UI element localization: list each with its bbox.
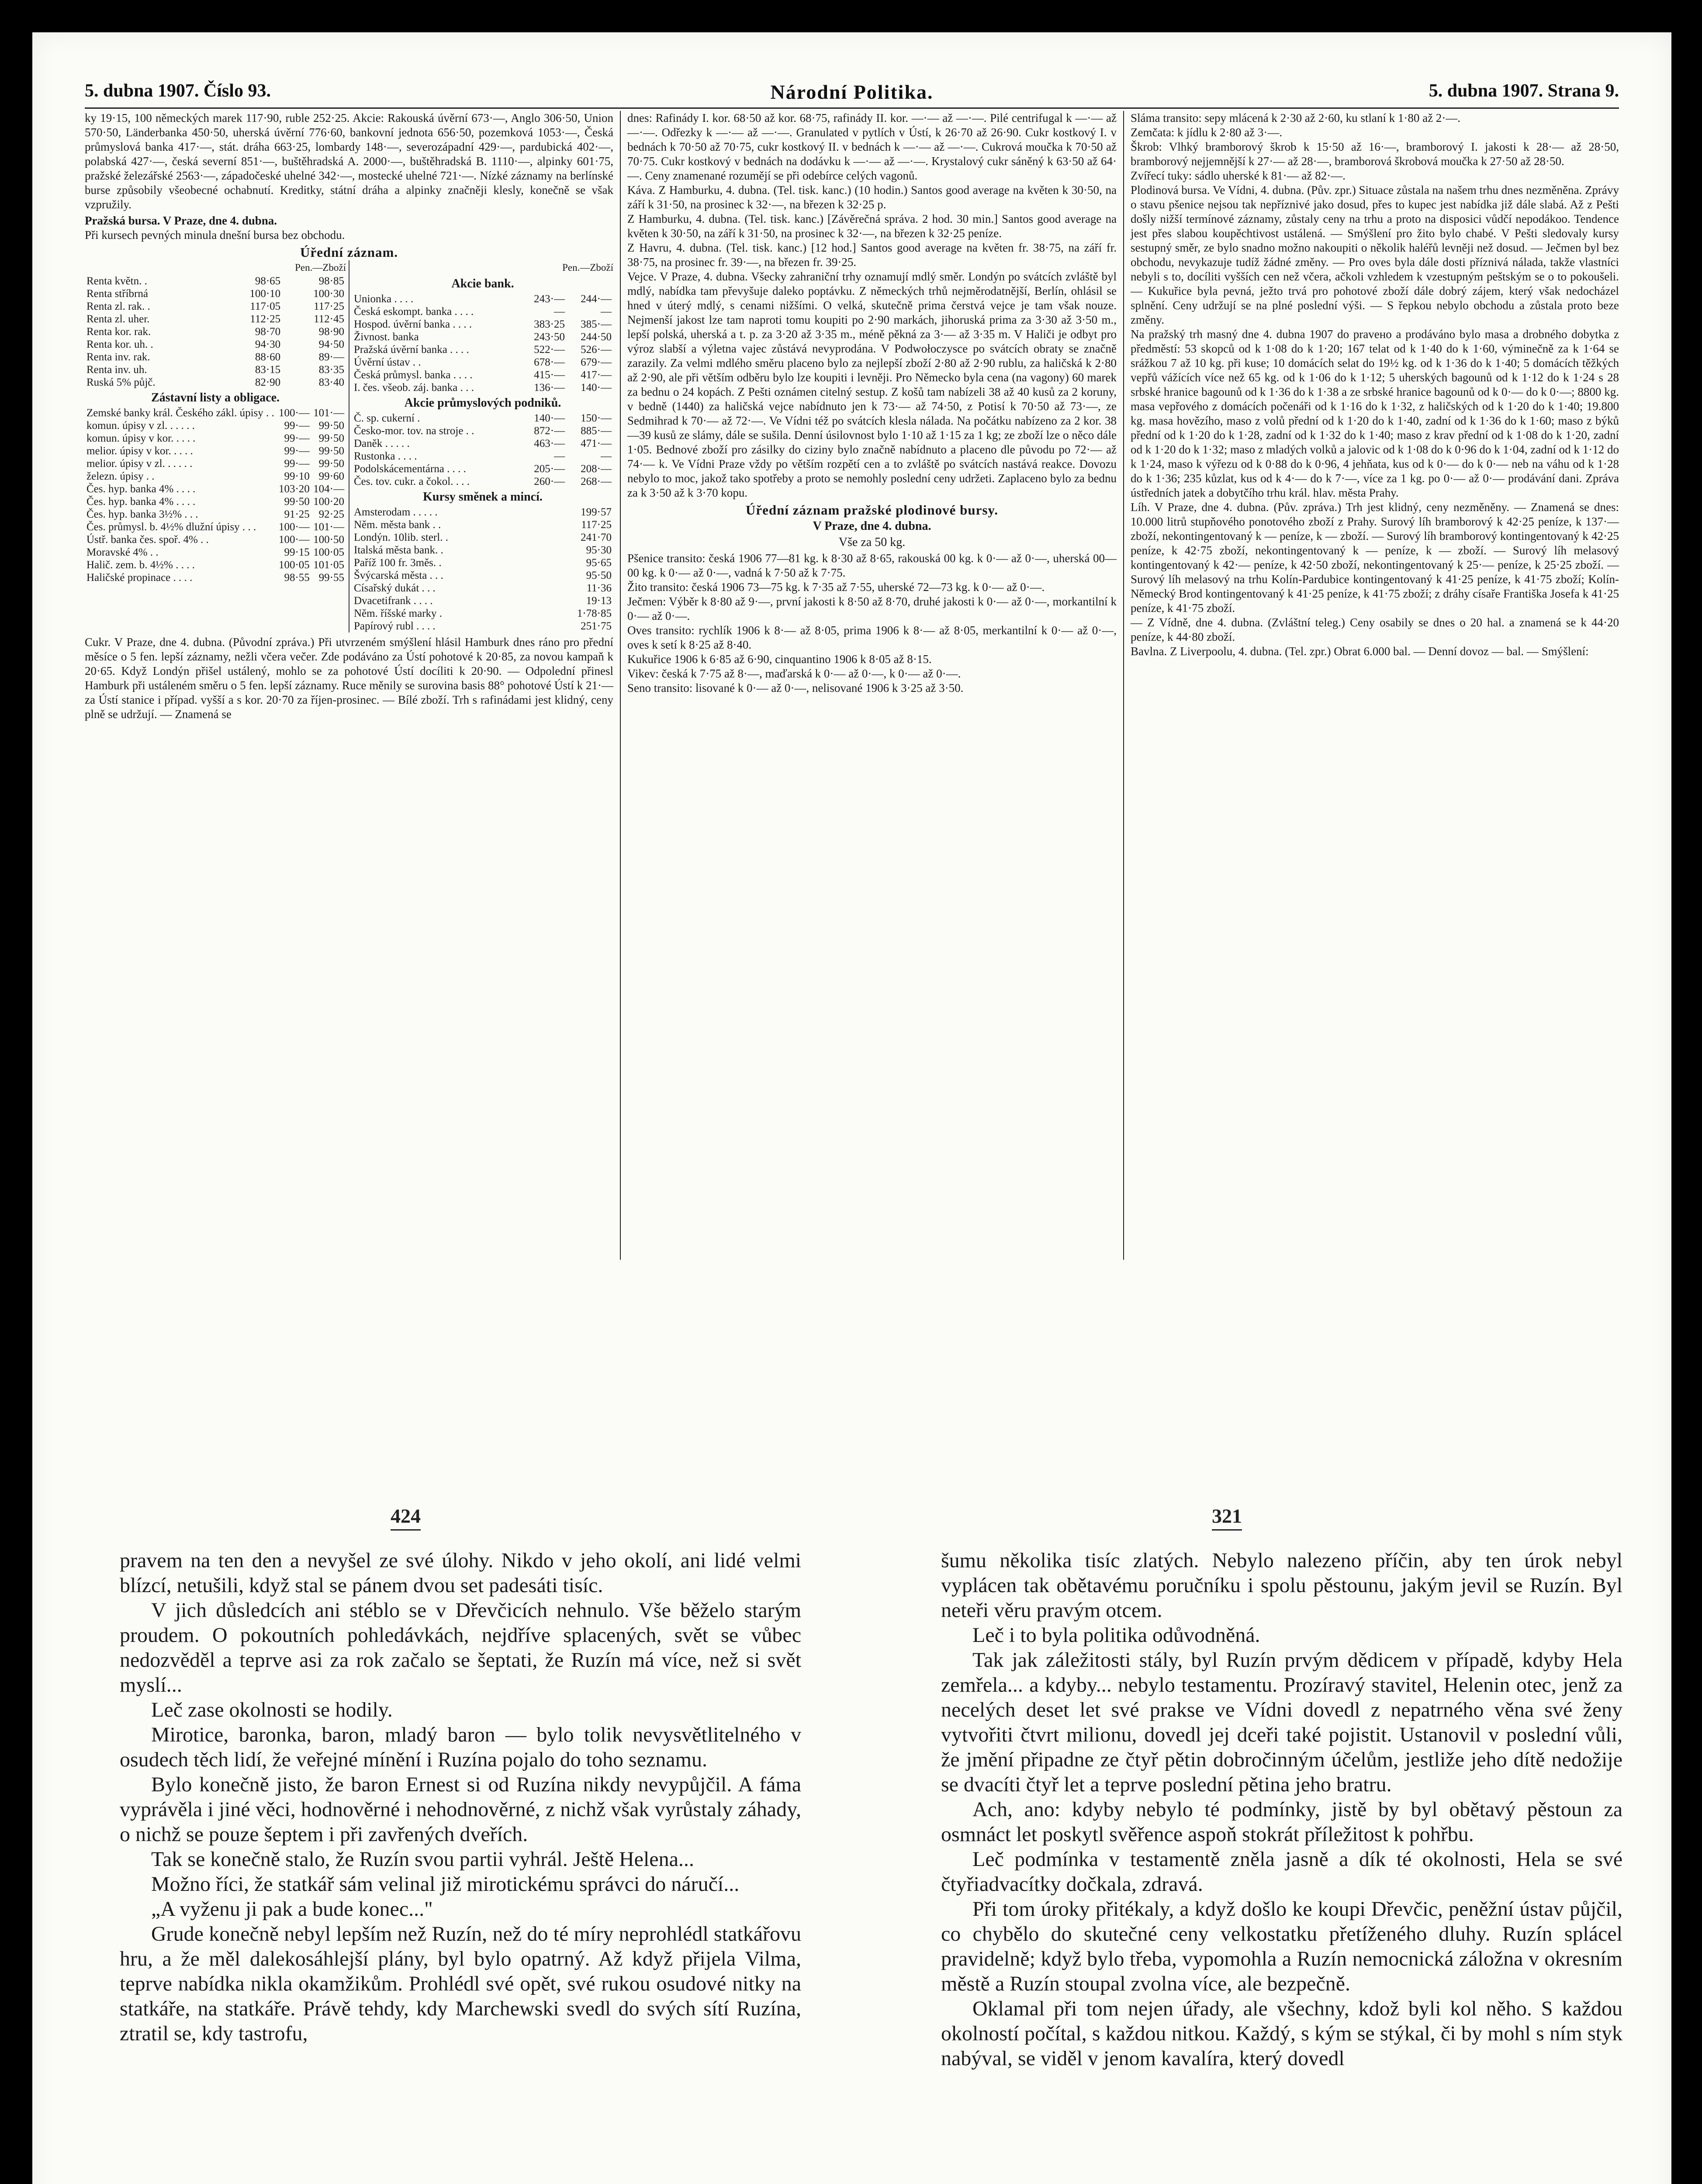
quote-label: Renta kor. uh. . (86, 339, 153, 350)
prum-table (352, 412, 613, 488)
akcie-heading: Akcie bank. (451, 277, 514, 290)
quote-value: 463·— (534, 438, 565, 449)
seno-line: Seno transito: lisované k 0·— až 0·—, nelisované 1906 k 3·25 až 3·50. (627, 681, 964, 695)
psenice-line: Pšenice transito: česká 1906 77—81 kg. k 8·30 až 8·65, rakouská 00 kg. k 0·— až 0·—, uherská 00—00 kg. k 0·— až 0·—, vadná k 7·50 až k 7·75. (627, 552, 1117, 579)
quote-value: 92·25 (318, 508, 344, 520)
quote-value: 103·20 (278, 483, 310, 495)
quote-label: Papírový rubl . . . . (354, 620, 436, 632)
kava-report-1: Káva. Z Hamburku, 4. dubna. (Tel. tisk. kanc.) (10 hodin.) Santos good average na květen k 30·50, na září k 31·50, na prosinec k 32·—, na březen k 32·25 p. (627, 183, 1117, 211)
quote-label: Živnost. banka (354, 331, 419, 343)
masthead (85, 80, 1619, 107)
quote-value: 100·10 (249, 288, 281, 300)
zastavni-row (85, 419, 346, 432)
prum-row (352, 463, 613, 475)
quote-label: Česko-mor. tov. na stroje . . (354, 425, 474, 437)
renta-row (85, 363, 346, 376)
kukurice-line: Kukuřice 1906 k 6·85 až 6·90, cinquantino 1906 k 8·05 až 8·15. (627, 653, 932, 666)
quotes-right (349, 260, 613, 632)
oves-line: Oves transito: rychlík 1906 k 8·— až 8·05, prima 1906 k 8·— až 8·05, merkantilní k 0·— až 0·—, oves k setí k 8·25 až 8·40. (627, 624, 1117, 651)
quote-label: komun. úpisy v kor. . . . . (86, 432, 196, 444)
quote-value: 99·50 (318, 445, 344, 457)
quote-value: 99·55 (318, 572, 344, 584)
quote-value: 19·13 (586, 595, 612, 607)
quotes-table (85, 260, 613, 632)
quote-value: 99·— (284, 420, 310, 432)
novel-paragraph: V jich důsledcích ani stéblo se v Dřevčicích nehnulo. Vše běželo starým proudem. O pokoutních pohledávkách, nejdříve splacených, svět se vůbec nedozvěděl a teprve asi za rok začalo se šeptati, že Ruzín má více, než si svět myslí... (120, 1599, 801, 1697)
quote-value: 94·50 (318, 339, 344, 350)
quote-value: 1·78·85 (577, 608, 612, 619)
quote-value: 89·— (318, 351, 344, 363)
quote-value: 99·60 (318, 470, 344, 482)
quote-label: Císařský dukát . . . (354, 582, 436, 594)
column-2 (627, 111, 1117, 695)
official-unit: Vše za 50 kg. (838, 536, 906, 549)
akcie-row (352, 305, 613, 318)
quote-label: Ruská 5% půjč. (86, 377, 156, 388)
kursy-table (352, 506, 613, 632)
akcie-row (352, 369, 613, 381)
renta-row (85, 313, 346, 325)
quote-label: Renta inv. uh. (86, 364, 147, 376)
quote-label: Něm. města bank . . (354, 519, 441, 531)
quote-value: 99·50 (318, 420, 344, 432)
bavlna-report: Bavlna. Z Liverpoolu, 4. dubna. (Tel. zpr.) Obrat 6.000 bal. — Denní dovoz — bal. — Smýšlení: (1131, 645, 1589, 658)
quote-label: Švýcarská města . . . (354, 570, 443, 581)
novel-paragraph: Leč zase okolnosti se hodily. (151, 1698, 393, 1721)
market-intro: ky 19·15, 100 německých marek 117·90, ruble 252·25. Akcie: Rakouská úvěrní 673·—, Anglo 306·50, Union 570·50, Länderbanka 450·50, uherská úvěrní 776·60, bankovní jednota 656·50, pozemková 1053·—, Česká průmyslová banka 417·—, stát. dráha 663·25, lombardy 148·—, severozápadní 429·—, pardubická 402·—, polabská 427·—, česká severní 851·—, buštěhradská A. 2000·—, buštěhradská B. 1110·—, alpinky 601·75, pražské železářské 2563·—, západočeské uhelné 342·—, mostecké uhelné 721·—. Nízké záznamy na berlínské burse způsobily všeobecné ochabnutí. Kreditky, státní dráha a alpinky značněji klesly, konečně se však vzpružily. (85, 111, 613, 211)
kursy-row (352, 556, 613, 569)
quotes-left (85, 260, 349, 632)
quote-value: 268·— (581, 476, 612, 487)
quote-value: 100·05 (313, 546, 344, 558)
kursy-row (352, 594, 613, 607)
quote-value: 82·90 (255, 377, 281, 388)
quote-value: 100·— (278, 521, 310, 533)
zastavni-row (85, 571, 346, 584)
quote-label: Haličské propinace . . . . (86, 572, 193, 584)
quote-value: 101·05 (313, 559, 344, 571)
quote-value: 679·— (581, 356, 612, 368)
quote-label: melior. úpisy v kor. . . . . (86, 445, 193, 457)
quote-value: 140·— (581, 382, 612, 394)
novel-page-number-left: 424 (391, 1504, 421, 1531)
novel-page-number-right: 321 (1212, 1504, 1242, 1531)
quote-label: Daněk . . . . . (354, 438, 410, 449)
kursy-row (352, 518, 613, 531)
quote-value: 205·— (534, 463, 565, 475)
official-heading: Úřední záznam pražské plodinové bursy. (746, 502, 998, 518)
quote-value: — (554, 450, 565, 462)
quote-value: 136·— (534, 382, 565, 394)
quote-value: 885·— (581, 425, 612, 437)
quote-value: 100·— (278, 534, 310, 546)
novel-paragraph: Tak jak záležitosti stály, byl Ruzín prvým dědicem v případě, kdyby Hela zemřela... a kdyby... nebylo testamentu. Prozíravý stavitel, Helenin otec, jenž za necelých deset let své prakse ve Vídni dovedl z nepatrného věna své ženy vytvořiti čtvrt milionu, dovedl jej dceři také pojistit. Ustanovil v poslední vůli, že jmění připadne ze čtyř pětin dobročinným účelům, jestliže jeho dítě nedožije se dvacíti čtyř let a teprve poslední pětina jeho bratru. (941, 1648, 1622, 1796)
quote-value: 150·— (581, 412, 612, 424)
quote-label: Amsterodam . . . . . (354, 506, 438, 518)
akcie-row (352, 331, 613, 343)
novel-paragraph: Oklamal při tom nejen úřady, ale všechny, kdož byli kol něho. S každou okolností počítal, s každou nitkou. Každý, s kým se stýkal, či by mohl s ním styk nabýval, se viděl v jenom kavalíra, který dovedl (941, 1997, 1622, 2070)
novel-paragraph: Tak se konečně stalo, že Ruzín svou partii vyhrál. Ještě Helena... (151, 1848, 694, 1871)
quote-label: Rustonka . . . . (354, 450, 417, 462)
jecmen-line: Ječmen: Výběr k 8·80 až 9·—, první jakosti k 8·50 až 8·70, druhé jakosti k 0·— až 0·—, morkantilní k 0·— až 0·—. (627, 595, 1117, 622)
novel-paragraph: Při tom úroky přitékaly, a když došlo ke koupi Dřevčic, peněžní ústav půjčil, co chybělo do skutečné ceny velkostatku přetíženého dluhy. Ruzín splácel pravidelně; když bylo třeba, vypomohla a Ruzín nemocnická záložna v okresním městě a Ruzín stoupal zvolna více, ale bezpečně. (941, 1897, 1622, 1995)
quote-value: 99·— (284, 432, 310, 444)
quote-value: 101·— (313, 407, 344, 419)
quote-label: Hospod. úvěrní banka . . . . (354, 318, 472, 330)
quote-label: Londýn. 10lib. sterl. . (354, 532, 448, 543)
renta-row (85, 275, 346, 287)
quote-label: Italská města bank. . (354, 544, 443, 556)
quote-value: 526·— (581, 344, 612, 356)
quote-label: Renta inv. rak. (86, 351, 150, 363)
quote-label: Halič. zem. b. 4½% . . . . (86, 559, 195, 571)
vikev-line: Vikev: česká k 7·75 až 8·—, maďarská k 0·— až 0·—, k 0·— až 0·—. (627, 667, 961, 680)
kursy-heading: Kursy směnek a mincí. (423, 490, 543, 504)
quote-value: 95·65 (586, 557, 612, 569)
quote-value: 522·— (534, 344, 565, 356)
quote-value: 98·90 (318, 326, 344, 338)
quote-value: 112·25 (250, 313, 281, 325)
novel-paragraph: Grude konečně nebyl lepším než Ruzín, než do té míry neprohlédl statkářovu hru, a že měl dalekosáhlejší plány, byl bylo opatrný. Až když přijela Vilma, teprve nabídka nikla okamžikům. Prohlédl své opět, své rukou osudové nitky na statkáře, na statkáře. Právě tehdy, kdy Marchewski svedl do svých sítí Ruzína, ztratil se, kdy tastrofu, (120, 1922, 801, 2045)
novel-left-column (120, 1548, 801, 2046)
official-date: V Praze, dne 4. dubna. (813, 519, 931, 533)
quote-label: Renta zl. uher. (86, 313, 150, 325)
quote-value: 241·70 (581, 532, 612, 543)
quote-label: Podolskácementárna . . . . (354, 463, 466, 475)
kava-report-3: Z Havru, 4. dubna. (Tel. tisk. kanc.) [12 hod.] Santos good average na květen fr. 38·75, na září fr. 38·75, na prosinec fr. 39·—, na březen fr. 39·25. (627, 241, 1117, 269)
akcie-row (352, 381, 613, 394)
kursy-row (352, 582, 613, 594)
quote-label: Čes. hyp. banka 4% . . . . (86, 483, 196, 495)
novel-right-column (941, 1548, 1622, 2071)
quote-value: 94·30 (255, 339, 281, 350)
newspaper-page (32, 32, 1671, 2184)
quote-value: — (601, 450, 612, 462)
quote-label: Česká eskompt. banka . . . . (354, 306, 474, 318)
quote-value: 98·65 (255, 275, 281, 287)
quote-value: 243·50 (534, 331, 565, 343)
quote-value: 98·85 (318, 275, 344, 287)
quote-label: Renta kor. rak. (86, 326, 151, 338)
zastavni-row (85, 546, 346, 559)
renta-row (85, 325, 346, 338)
quote-value: 100·05 (278, 559, 310, 571)
quote-value: — (553, 306, 565, 318)
quote-value: 117·25 (581, 519, 612, 531)
akcie-row (352, 293, 613, 305)
quote-value: 98·70 (255, 326, 281, 338)
quote-value: 112·45 (314, 313, 344, 325)
novel-paragraph: Možno říci, že statkář sám velinal již mirotickému správci do náručí... (151, 1873, 740, 1896)
column-3 (1131, 111, 1619, 659)
quote-value: 99·50 (318, 458, 344, 470)
quote-value: 117·25 (314, 301, 344, 312)
quote-label: Čes. průmysl. b. 4½% dlužní úpisy . . . (86, 521, 256, 533)
lih-report: Líh. V Praze, dne 4. dubna. (Pův. zpráva.) Trh jest klidný, ceny nezměněny. — Znamená se dnes: 10.000 litrů stupňového ponotového zboží z Prahy. Surový líh bramborový k 42·25 peníze, k 137·— zboží, nekontingentovaný k — peníze, k — zboží. — Surový líh bramborový kontingentovaný k 42·25 peníze, k 42·75 zboží, nekontingentovaný k — peníze, k — zboží. — Surový líh melasový kontingentovaný k 42·— peníze, k 42·50 zboží, nekontingentovaný k 25·— peníze, k 25·25 zboží. — Surový líh melasový na trhu Kolín-Pardubice kontingentovaný k 41·25 peníze, k 41·75 zboží; Kolín-Německý Brod kontingentovaný k 41·25 peníze, k 41·75 zboží; z dráhy císaře Františka Josefa k 41·25 peníze, k 41·75 zboží. (1131, 501, 1619, 615)
quote-value: 83·35 (318, 364, 344, 376)
issue-date-right: 5. dubna 1907. Strana 9. (1429, 81, 1619, 101)
novel-paragraph: šumu několika tisíc zlatých. Nebylo nalezeno příčin, aby ten úrok nebyl vyplácen tak obětavému poručníku i spolu pěstounu, jakým jevil se Ruzín. Byl neteři věru pravým otcem. (941, 1549, 1622, 1622)
quote-value: 88·60 (255, 351, 281, 363)
quote-value: 251·75 (581, 620, 612, 632)
akcie-row (352, 356, 613, 369)
lih-vienna-report: — Z Vídně, dne 4. dubna. (Zvláštní teleg.) Ceny osabily se dnes o 20 hal. a znamená se k 44·20 peníze, k 44·80 zboží. (1131, 616, 1619, 643)
zastavni-row (85, 508, 346, 521)
zastavni-row (85, 495, 346, 508)
novel-paragraph: Mirotice, baronka, baron, mladý baron — bylo tolik nevysvětlitelného v osudech těch lidí, že veřejné mínění i Ruzína pojalo do toho seznamu. (120, 1723, 801, 1771)
zastavni-row (85, 445, 346, 457)
zastavni-row (85, 521, 346, 533)
quote-value: 100·30 (313, 288, 344, 300)
quote-label: Paříž 100 fr. 3měs. . (354, 557, 442, 569)
kursy-row (352, 506, 613, 518)
renta-row (85, 351, 346, 363)
quote-value: 117·05 (250, 301, 281, 312)
quote-label: Renta zl. rak. . (86, 301, 150, 312)
column-1 (85, 111, 613, 722)
quote-label: Něm. říšské marky . (354, 608, 443, 619)
quote-label: I. čes. všeob. záj. banka . . . (354, 382, 474, 394)
quote-value: 417·— (581, 369, 612, 381)
akcie-table (352, 293, 613, 394)
quote-label: melior. úpisy v zl. . . . . . (86, 458, 193, 470)
quote-label: komun. úpisy v zl. . . . . . (86, 420, 195, 432)
prum-row (352, 437, 613, 450)
novel-paragraph: „A vyženu ji pak a bude konec..." (151, 1897, 433, 1921)
quote-value: 95·50 (586, 570, 612, 581)
prum-row (352, 450, 613, 463)
quote-label: Moravské 4% . . (86, 546, 159, 558)
quote-value: 260·— (534, 476, 565, 487)
quote-label: Renta květn. . (86, 275, 147, 287)
quote-value: 208·— (581, 463, 612, 475)
quote-value: 140·— (534, 412, 565, 424)
quote-label: železn. úpisy . . (86, 470, 155, 482)
quote-value: 385·— (581, 318, 612, 330)
rafinady-report: dnes: Rafinády I. kor. 68·50 až kor. 68·75, rafinády II. kor. —·— až —·—. Pilé centrifugal k —·— až —·—. Odřezky k —·— až —·—. Granulated v pytlích v Ústí, k 26·70 až 26·90. Cukr kostkový I. v bednách k 70·50 až 70·75, cukr kostkový II. v bednách k —·— až —·—. Cukrová moučka k 70·50 až 70·75. Cukr kostkový v bednách na dodávku k —·— až —·—. Krystalový cukr sáněný k 63·50 až 64·—. Ceny znamenané rozumějí se při odebírce celých vagonů. (627, 111, 1117, 182)
quote-value: 83·15 (255, 364, 281, 376)
quote-value: 91·25 (284, 508, 310, 520)
burse-heading: Pražská bursa. V Praze, dne 4. dubna. (85, 214, 277, 227)
novel-paragraph: pravem na ten den a nevyšel ze své úlohy. Nikdo v jeho okolí, ani lidé velmi blízcí, netušili, když stal se pánem dvou set padesáti tisíc. (120, 1549, 801, 1597)
quote-value: 872·— (534, 425, 565, 437)
burse-text: Při kursech pevných minula dnešní bursa bez obchodu. (85, 228, 345, 242)
zastavni-table (85, 407, 346, 584)
quote-label: Zemské banky král. Českého zákl. úpisy . . (86, 407, 274, 419)
quote-value: 101·— (313, 521, 344, 533)
prum-row (352, 412, 613, 425)
quote-label: Česká průmysl. banka . . . . (354, 369, 473, 381)
quote-value: 100·50 (313, 534, 344, 546)
column-divider-2 (1123, 111, 1124, 1260)
quote-value: 383·25 (534, 318, 565, 330)
quote-value: 243·— (534, 293, 565, 305)
quote-label: Č. sp. cukerní . (354, 412, 420, 424)
quote-value: 199·57 (581, 506, 612, 518)
quote-value: 99·50 (284, 496, 310, 508)
quote-value: 99·— (284, 458, 310, 470)
quote-value: 83·40 (318, 377, 344, 388)
quote-label: Pražská úvěrní banka . . . . (354, 344, 469, 356)
column-divider-1 (620, 111, 621, 1260)
zastavni-row (85, 457, 346, 470)
prum-heading: Akcie průmyslových podniků. (404, 396, 561, 410)
renta-row (85, 300, 346, 313)
quote-value: 100·20 (313, 496, 344, 508)
quote-value: 678·— (534, 356, 565, 368)
novel-paragraph: Bylo konečně jisto, že baron Ernest si od Ruzína nikdy nevypůjčil. A fáma vyprávěla i jiné věci, hodnověrné i nehodnověrné, z nichž však vyrůstaly záhady, o nichž se pouze šeptem i při zavřených dveřích. (120, 1773, 801, 1846)
col-header-left: Pen.—Zboží (295, 262, 346, 273)
quote-label: Úvěrní ústav . . (354, 356, 421, 368)
quote-label: Ústř. banka čes. spoř. 4% . . (86, 534, 209, 546)
quote-value: 98·55 (284, 572, 310, 584)
akcie-row (352, 318, 613, 331)
zastavni-row (85, 432, 346, 445)
slama-line: Slámа transito: sepy mlácená k 2·30 až 2·60, ku stlaní k 1·80 až 2·—. (1131, 111, 1461, 124)
prum-row (352, 475, 613, 488)
masny-trh-report: Na pražský trh masný dne 4. dubna 1907 do pravено a prodáváno bylo masa a drobného dobytka z předměstí: 53 skopců od k 1·08 do k 1·20; 167 telat od k 1·40 do k 1·60, výminečně za k 1·64 se srážkou 7 až 10 kg. při kuse; 10 domácích selat do 19½ kg. od k 1·36 do k 1·40; 5 domácích těžkých vepřů vážících více než 65 kg. od k 1·06 do k 1·12; 5 uherských bagounů od k 1·12 do k 1·24 s 28 srbské hranice bagounů od k 1·36 do k 1·38 a ze srbské hranice bagounů od k 0·— do k 0·—; 8800 kg. masa vepřového z domácích počenáři od k 1·16 do k 1·32, z haličských od k 1·20 do k 1·40; 19.800 kg. masa hovězího, maso z volů přední od k 1·20 do k 1·40, zadní od k 1·36 do k 1·60; maso z býků přední od k 1·20 do k 1·28, zadní od k 1·32 do k 1·40; maso z krav přední od k 1·08 do k 1·20, zadní od k 1·20 do k 1·32; maso z mladých volků a jalovic od k 1·08 do k 0·96 do k 1·04, zadní od k 1·12 do k 1·24, maso k výřezu od k 0·88 do k 0·96, 4 jehňata, kus od k 0·— do k 0·— neb na váhu od k 1·28 do k 1·36; 235 kůzlat, kus od k 4·— do k 7·—, více za 1 kg. po 0·— až 0·— prodávání dani. Zpráva ústředních jatek a dobytčího trhu král. hlav. města Prahy. (1131, 328, 1619, 499)
quote-value: 104·— (313, 483, 344, 495)
quote-value: 99·15 (284, 546, 310, 558)
vejce-report: Vejce. V Praze, 4. dubna. Všecky zahraniční trhy oznamují mdlý směr. Londýn po svátcích zvláště byl mdlý, nabídka tam převyšuje daleko poptávku. Z německých trhů nejměrodatnější, Berlín, ohlásil se hned v úterý mdlý, s cenami nižšími. O velká, skutečně prima čerstvá vejce je tam však nouze. Nejmenší jakost lze tam naproti tomu koupiti po 2·90 markách, jihoruská prima za 3·30 až 3·50 m., lepší polská, uherská a t. p. za 3·20 až 3·35 m., méně pěkná za 3·— až 3·35 m. V Haliči je odbyt pro výroz slabší a výletna vajec zůstává nevyprodána. V Podwołoczysce po svátcích obraty se značně zarazily. Za velmi mdlého směru placeno bylo za nejlepší zboží 2·80 až 2·90 rublu, za haličská k 2·80 až 2·90, ale při větším odběru bylo lze koupiti i levněji. Pro Německo byla cena (na vagony) 60 marek za bednu o 24 kopách. Z Pešti oznámen citelný sestup. Z košů tam nabízeli 38 až 40 kusů za 2 koruny, v bedně (1440) za haličská vejce nabídnuto jen k 73·— až 74·50, z Potisí k 70·50 až 73·—, ze Sedmihrad k 70·— až 72·—. Ve Vídni též po svátcích klesla nálada. Na počátku nabízeno za 2 kor. 38—39 kusů ze slámy, dále se sušila. Denní úsilovnost bylo 1·10 až 1·15 za 1 kg; ze zboží lze o něco dále 1·05. Bednové zboží pro zásilky do ciziny bylo značně nabídnuto a placeno dle původu po 72·— až 74·— k. Ve Vídni Praze vždy po větším rozpětí cen a to zvláště po svátcích nastává reakce. Dovozu nebylo to moc, jakož tako spotřeby a proto se nemohly poslední ceny udržeti. Zaplaceno bylo za bednu za k 3·50 až k 3·70 kopu. (627, 270, 1117, 499)
renta-row (85, 338, 346, 351)
kursy-row (352, 569, 613, 582)
quote-value: 244·50 (581, 331, 612, 343)
kursy-row (352, 607, 613, 620)
kursy-row (352, 620, 613, 632)
novel-paragraph: Ach, ano: kdyby nebylo té podmínky, jistě by byl obětavý pěstoun za osmnáct let poskytl svěřence aspoň stokrát příležitost k pohřbu. (941, 1798, 1622, 1846)
newspaper-title: Národní Politika. (770, 81, 934, 103)
akcie-row (352, 343, 613, 356)
kursy-row (352, 531, 613, 544)
col-header-right: Pen.—Zboží (562, 262, 613, 273)
quote-value: 99·50 (318, 432, 344, 444)
zito-line: Žito transito: česká 1906 73—75 kg. k 7·35 až 7·55, uherské 72—73 kg. k 0·— až 0·—. (627, 581, 1045, 594)
quote-value: 100·— (278, 407, 310, 419)
quote-value: — (601, 306, 612, 318)
novel-paragraph: Leč podmínka v testamentě zněla jasně a dík té okolnosti, Hela se své čtyřiadvacítky dočkala, zdravá. (941, 1848, 1622, 1896)
zastavni-row (85, 407, 346, 419)
issue-date-left: 5. dubna 1907. Číslo 93. (85, 81, 271, 101)
header-rule (85, 107, 1619, 109)
quote-label: Čes. hyp. banka 3½% . . . (86, 508, 198, 520)
table-title: Úřední záznam. (300, 245, 398, 260)
quote-value: 244·— (581, 293, 612, 305)
kava-report-2: Z Hamburku, 4. dubna. (Tel. tisk. kanc.) [Závěrečná správa. 2 hod. 30 min.] Santos good average na květen k 30·50, na září k 31·50, na prosinec k 32·—, na březen k 32·25 peníze. (627, 212, 1117, 240)
kursy-row (352, 544, 613, 556)
renta-row (85, 376, 346, 389)
zastavni-row (85, 559, 346, 571)
zastavni-row (85, 470, 346, 483)
quote-value: 99·10 (284, 470, 310, 482)
quote-label: Renta stříbrná (86, 288, 148, 300)
quote-label: Čes. hyp. banka 4% . . . . (86, 496, 196, 508)
quote-value: 471·— (581, 438, 612, 449)
tuky-line: Zvířecí tuky: sádlo uherské k 81·— až 82·—. (1131, 169, 1346, 182)
skrob-line: Škrob: Vlhký bramborový škrob k 15·50 až 16·—, bramborový I. jakosti k 28·— až 28·50, bramborový nejjemnější k 27·— až 28·—, bramborová škrobová moučka k 27·50 až 28·50. (1131, 140, 1619, 168)
cukr-report: Cukr. V Praze, dne 4. dubna. (Původní zpráva.) Při utvrzeném smýšlení hlásil Hamburk dnes ráno pro přední měsíce o 5 fen. lepší záznamy, nežli včera večer. Zde podáváno za Ústí pohotové k 20·85, za novou kampaň k 20·65. Když Londýn přišel ustálený, mohlo se za pohotové Ústí docíliti k 20·90. — Odpolední přinesl Hamburk při ustáleném směru o 5 fen. lepší záznamy. Ruce měnily se surovina basis 88° pohotové Ústí k 21·— za Ústí stanice i případ. vyšší a s kor. 20·70 za říjen-prosinec. — Bílé zboží. Trh s rafinádami jest klidný, ceny plně se udržují. — Znamená se (85, 636, 613, 721)
quote-label: Unionka . . . . (354, 293, 414, 305)
quote-value: 99·— (284, 445, 310, 457)
zastavni-row (85, 483, 346, 495)
zemcata-line: Zemčata: k jídlu k 2·80 až 3·—. (1131, 126, 1283, 139)
zastavni-row (85, 533, 346, 546)
prum-row (352, 425, 613, 437)
quote-value: 11·36 (586, 582, 612, 594)
quote-value: 95·30 (586, 544, 612, 556)
rentas-table (85, 275, 346, 389)
zastavni-heading: Zástavní listy a obligace. (151, 391, 280, 404)
quote-value: 415·— (534, 369, 565, 381)
quote-label: Dvacetifrank . . . . (354, 595, 433, 607)
renta-row (85, 287, 346, 300)
quote-label: Čes. tov. cukr. a čokol. . . . (354, 476, 470, 487)
novel-paragraph: Leč i to byla politika odůvodněná. (972, 1624, 1260, 1647)
plodinova-bursa-report: Plodinová bursa. Ve Vídni, 4. dubna. (Pův. zpr.) Situace zůstala na našem trhu dnes nezměněna. Zprávy o stavu pšenice nejsou tak nepříznivé jako dosud, přes to kupec jest nabídka již dále slabá. Až z Pešti došly nižší termínové záznamy, zůstaly ceny na trhu a proto na disposici vůdčí nepodákoo. Tendence jest přes slabou koupěchtivost ustálená. — Smýšlení pro žito bylo chabé. V Pešti sledovaly kursy sestupný směr, ze bylo snadno možno nakoupiti o několik haléřů levněji než dosud. — Ječmen byl bez obchodu, nevykazuje tudíž žádné změny. — Pro oves byla dále dosti příznivá nálada, takže vlastníci nebyli s to, docíliti vyšších cen než včera, ačkoli vzhledem k vzestupným peštským se o to pokoušeli. — Kukuřice byla pevná, ježto trvá pro pohotové zboží dále dobrý zájem, který však nedocházel splnění. Ceny udržují se na plné poslední výši. — S řepkou nebylo obchodu a zůstala proto beze změny. (1131, 183, 1619, 326)
